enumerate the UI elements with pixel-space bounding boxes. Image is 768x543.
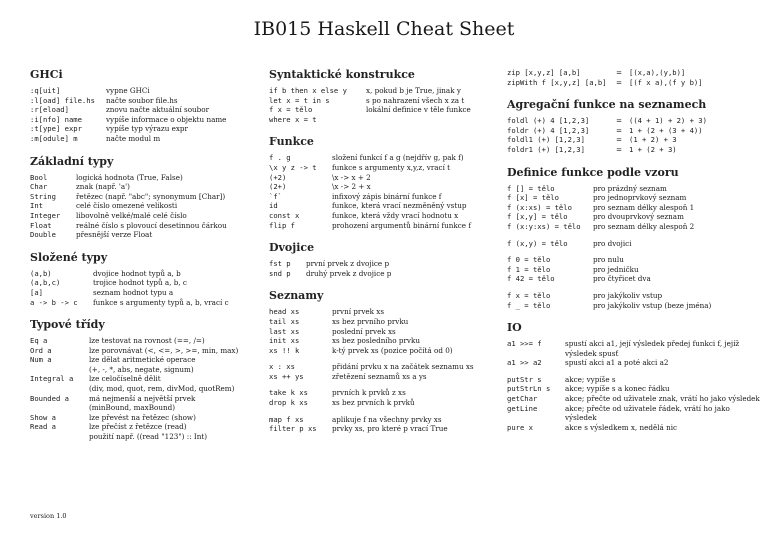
description: x, pokud b je True, jinak y	[366, 86, 461, 95]
code-term: foldr (+) 4 [1,2,3]	[507, 125, 590, 135]
equals-sign: =	[615, 116, 623, 126]
code-term: \x y z -> t	[269, 162, 317, 172]
code-term: :r[eload]	[30, 105, 69, 115]
list-item	[269, 221, 504, 231]
code-term: Bool	[30, 172, 48, 182]
code-term: :l[oad] file.hs	[30, 95, 95, 105]
rows	[269, 86, 504, 124]
list-item	[269, 211, 504, 221]
description: použití např. ((read "123") :: Int)	[89, 432, 208, 442]
section-heading: Typové třídy	[30, 318, 105, 332]
equals-sign: =	[615, 77, 623, 87]
list-item	[507, 203, 762, 213]
code-term: Read a	[30, 422, 56, 432]
description: pro prázdný seznam	[593, 183, 667, 193]
description: znovu načte aktuální soubor	[106, 105, 210, 115]
code-term: Eq a	[30, 336, 48, 346]
equals-sign: =	[615, 135, 623, 145]
description: spustí akci a1, její výsledek předej funkci f, jejíž výsledek spusť	[565, 339, 740, 358]
rows	[30, 86, 260, 144]
description: vypíše typ výrazu expr	[106, 124, 188, 134]
column-right	[507, 68, 762, 443]
list-item	[269, 317, 504, 327]
list-item	[269, 182, 504, 192]
list-item	[30, 211, 260, 221]
description: akce; vypíše s a konec řádku	[565, 384, 670, 394]
row-group	[269, 307, 504, 355]
description: zřetězení seznamů xs a ys	[332, 371, 427, 381]
description: (div, mod, quot, rem, divMod, quotRem)	[89, 384, 235, 394]
code-term: filter p xs	[269, 424, 317, 434]
code-term: flip f	[269, 220, 295, 230]
list-item	[269, 105, 504, 115]
description: prvky xs, pro které p vrací True	[332, 424, 448, 434]
description: lze celočíselně dělit	[89, 374, 161, 384]
description: pro seznam délky alespoň 1	[593, 202, 695, 212]
description: spustí akci a1 a poté akci a2	[565, 358, 669, 368]
description: funkce s argumenty x,y,z, vrací t	[332, 162, 451, 172]
list-item	[30, 355, 260, 365]
description: lze testovat na rovnost (==, /=)	[89, 336, 205, 346]
description: přidání prvku x na začátek seznamu xs	[332, 362, 474, 372]
code-term: Float	[30, 220, 52, 230]
description: znak (např. 'a')	[76, 182, 130, 192]
description: pro nulu	[593, 255, 624, 265]
code-term: :m[odule] m	[30, 133, 78, 143]
list-item	[507, 68, 762, 78]
list-item	[269, 201, 504, 211]
list-item	[269, 346, 504, 356]
section-heading: Definice funkce podle vzoru	[507, 165, 679, 179]
list-item	[30, 105, 260, 115]
equals-sign: =	[615, 144, 623, 154]
code-term: f (x:xs) = tělo	[507, 202, 572, 212]
description: (minBound, maxBound)	[89, 403, 176, 413]
code-term: putStr s	[507, 374, 542, 384]
section-heading: Agregační funkce na seznamech	[507, 98, 707, 112]
row-group	[507, 255, 762, 284]
description: \x -> 2 + x	[332, 182, 371, 192]
description: seznam hodnot typu a	[93, 287, 174, 297]
column-middle	[269, 68, 504, 445]
description: pro jakýkoliv vstup (beze jména)	[593, 300, 712, 310]
rows	[269, 153, 504, 230]
list-item	[269, 269, 504, 279]
code-term: xs !! k	[269, 345, 300, 355]
list-item	[30, 134, 260, 144]
code-term: :q[uit]	[30, 86, 61, 95]
description: akce; vypíše s	[565, 374, 616, 384]
code-term: Ord a	[30, 345, 52, 355]
code-term: last xs	[269, 326, 300, 336]
code-term: zipWith f [x,y,z] [a,b]	[507, 77, 607, 87]
description: vypíše informace o objektu name	[106, 114, 227, 124]
description: trojice hodnot typů a, b, c	[93, 278, 187, 288]
code-result: 1 + (2 + (3 + 4))	[629, 125, 703, 135]
equals-sign: =	[615, 68, 623, 77]
list-item	[269, 86, 504, 96]
code-term: Char	[30, 182, 48, 192]
code-term: map f xs	[269, 414, 304, 424]
list-item	[269, 388, 504, 398]
code-term: f [] = tělo	[507, 183, 555, 193]
code-term: tail xs	[269, 316, 300, 326]
code-result: [(x,a),(y,b)]	[629, 68, 686, 77]
description: řetězec (např. "abc"; synonymum [Char])	[76, 191, 226, 201]
code-term: f 42 = tělo	[507, 274, 555, 284]
description: logická hodnota (True, False)	[76, 172, 183, 182]
row-group	[507, 184, 762, 232]
description: akce s výsledkem x, nedělá nic	[565, 422, 678, 432]
list-item	[507, 291, 762, 301]
code-term: putStrLn s	[507, 384, 551, 394]
code-term: :t[ype] expr	[30, 124, 82, 134]
description: aplikuje f na všechny prvky xs	[332, 414, 442, 424]
description: pro seznam délky alespoň 2	[593, 221, 695, 231]
code-result: (1 + 2) + 3	[629, 135, 677, 145]
list-item	[507, 126, 762, 136]
list-item	[507, 239, 762, 249]
section-heading: Základní typy	[30, 154, 114, 168]
code-term: Int	[30, 201, 43, 211]
description: akce; přečte od uživatele znak, vrátí ho jako výsledek	[565, 394, 760, 404]
list-item	[507, 301, 762, 311]
list-item	[269, 259, 504, 269]
code-term: head xs	[269, 307, 300, 317]
code-term: a -> b -> c	[30, 297, 78, 307]
list-item	[507, 145, 762, 155]
list-item	[269, 398, 504, 408]
description: pro jednoprvkový seznam	[593, 193, 687, 203]
description: xs bez prvních k prvků	[332, 398, 415, 408]
rows	[507, 116, 762, 154]
description: pro dvouprvkový seznam	[593, 212, 684, 222]
description: celé číslo omezené velikosti	[76, 201, 178, 211]
list-item	[30, 201, 260, 211]
code-term: f x = tělo	[269, 105, 313, 115]
description: pro dvojici	[593, 238, 632, 248]
list-item	[507, 184, 762, 194]
code-term: snd p	[269, 268, 291, 278]
code-result: [(f x a),(f y b)]	[629, 77, 703, 87]
version-label: version 1.0	[30, 512, 67, 520]
description: má nejmenší a největší prvek	[89, 393, 196, 403]
description: druhý prvek z dvojice p	[306, 268, 392, 278]
code-term: Integer	[30, 210, 61, 220]
section-ghci	[30, 68, 260, 144]
list-item	[30, 173, 260, 183]
list-item	[507, 394, 762, 404]
description: lze dělat aritmetické operace	[89, 355, 196, 365]
list-item	[30, 422, 260, 432]
list-item	[507, 423, 762, 433]
list-item	[507, 116, 762, 126]
section-heading: Funkce	[269, 135, 314, 149]
group-spacer	[269, 355, 504, 362]
row-group	[507, 291, 762, 310]
rows	[269, 259, 504, 278]
description: \x -> x + 2	[332, 172, 371, 182]
list-item	[30, 413, 260, 423]
description: xs bez prvního prvku	[332, 316, 409, 326]
row-group	[507, 239, 762, 249]
list-item	[30, 278, 260, 288]
description: libovolně velké/malé celé číslo	[76, 210, 187, 220]
list-item	[269, 327, 504, 337]
row-group	[507, 375, 762, 433]
row-groups	[507, 339, 762, 432]
section-heading: Seznamy	[269, 289, 324, 303]
code-term: a1 >> a2	[507, 358, 542, 368]
list-item	[507, 78, 762, 88]
list-item	[507, 339, 762, 358]
section-pattern-definition	[507, 166, 762, 311]
code-term: f _ = tělo	[507, 300, 551, 310]
section-pairs	[269, 241, 504, 278]
rows	[30, 269, 260, 307]
code-term: if b then x else y	[269, 86, 347, 95]
code-term: f [x,y] = tělo	[507, 212, 568, 222]
description: složení funkcí f a g (nejdřív g, pak f)	[332, 153, 464, 163]
list-item	[269, 362, 504, 372]
section-type-classes	[30, 318, 260, 442]
code-term: Integral a	[30, 374, 74, 384]
code-term: id	[269, 201, 278, 211]
description: k-tý prvek xs (pozice počítá od 0)	[332, 345, 453, 355]
list-item	[507, 375, 762, 385]
list-item	[507, 255, 762, 265]
description: lze přečíst z řetězce (read)	[89, 422, 187, 432]
code-term: f x = tělo	[507, 290, 551, 300]
code-term: const x	[269, 210, 300, 220]
section-syntax	[269, 68, 504, 124]
list-item	[507, 274, 762, 284]
code-term: zip [x,y,z] [a,b]	[507, 68, 581, 77]
description: s po nahrazení všech x za t	[366, 95, 465, 105]
group-spacer	[507, 368, 762, 375]
code-term: take k xs	[269, 388, 308, 398]
code-term: foldl (+) 4 [1,2,3]	[507, 116, 590, 126]
description: první prvek xs	[332, 307, 385, 317]
rows	[30, 173, 260, 240]
description: přesnější verze Float	[76, 230, 153, 240]
group-spacer	[269, 408, 504, 415]
code-term: Show a	[30, 412, 56, 422]
code-term: :i[nfo] name	[30, 114, 82, 124]
description: lokální definice v těle funkce	[366, 105, 471, 115]
description: načte soubor file.hs	[106, 95, 178, 105]
code-term: Bounded a	[30, 393, 69, 403]
list-item	[30, 182, 260, 192]
description: infixový zápis binární funkce f	[332, 191, 442, 201]
code-term: a1 >>= f	[507, 339, 542, 349]
section-io	[507, 321, 762, 432]
list-item	[507, 212, 762, 222]
code-term: [a]	[30, 287, 43, 297]
code-term: xs ++ ys	[269, 371, 304, 381]
group-spacer	[507, 248, 762, 255]
page-title: IB015 Haskell Cheat Sheet	[253, 18, 515, 40]
code-term: f . g	[269, 153, 291, 163]
description: první prvek z dvojice p	[306, 259, 390, 269]
code-term: getChar	[507, 394, 538, 404]
list-item	[507, 222, 762, 232]
list-item	[507, 384, 762, 394]
code-term: f [x] = tělo	[507, 193, 559, 203]
row-groups	[269, 307, 504, 434]
code-term: where x = t	[269, 114, 317, 124]
description: lze porovnávat (<, <=, >, >=, min, max)	[89, 345, 239, 355]
section-functions	[269, 135, 504, 230]
description: funkce, která vždy vrací hodnotu x	[332, 210, 459, 220]
list-item	[269, 153, 504, 163]
description: akce; přečte od uživatele řádek, vrátí ho jako výsledek	[565, 403, 730, 423]
list-item	[30, 394, 260, 404]
section-heading: IO	[507, 321, 522, 335]
code-term: x : xs	[269, 362, 295, 372]
section-basic-types	[30, 155, 260, 240]
list-item	[30, 288, 260, 298]
list-item	[269, 336, 504, 346]
list-item	[30, 384, 260, 394]
list-item	[507, 404, 762, 423]
description: reálné číslo s plovoucí desetinnou čárkou	[76, 220, 227, 230]
description: pro jedničku	[593, 264, 639, 274]
description: funkce s argumenty typů a, b, vrací c	[93, 297, 229, 307]
row-group	[269, 388, 504, 407]
code-term: String	[30, 191, 56, 201]
description: funkce, která vrací nezměněný vstup	[332, 201, 467, 211]
list-item	[30, 346, 260, 356]
row-group	[269, 415, 504, 434]
list-item	[507, 135, 762, 145]
code-term: (2+)	[269, 182, 287, 192]
description: prohození argumentů binární funkce f	[332, 220, 471, 230]
code-term: (a,b,c)	[30, 278, 61, 288]
equals-sign: =	[615, 125, 623, 135]
section-heading: GHCi	[30, 68, 63, 81]
row-group	[269, 362, 504, 381]
list-item	[269, 192, 504, 202]
description: xs bez posledního prvku	[332, 336, 420, 346]
list-item	[30, 86, 260, 96]
code-term: init xs	[269, 336, 300, 346]
code-term: fst p	[269, 259, 291, 269]
list-item	[30, 403, 260, 413]
list-item	[269, 115, 504, 125]
section-heading: Dvojice	[269, 241, 315, 255]
column-left	[30, 68, 260, 453]
code-term: f 0 = tělo	[507, 255, 551, 265]
list-item	[30, 374, 260, 384]
code-term: Double	[30, 230, 56, 240]
group-spacer	[507, 284, 762, 291]
list-item	[269, 96, 504, 106]
list-item	[507, 193, 762, 203]
list-item	[30, 298, 260, 308]
section-lists	[269, 289, 504, 434]
list-item	[30, 96, 260, 106]
rows	[30, 336, 260, 442]
description: pro jakýkoliv vstup	[593, 290, 663, 300]
code-term: f (x,y) = tělo	[507, 238, 568, 248]
code-term: `f`	[269, 191, 282, 201]
code-result: ((4 + 1) + 2) + 3)	[629, 116, 707, 126]
list-item	[269, 424, 504, 434]
list-item	[30, 432, 260, 442]
list-item	[269, 415, 504, 425]
section-heading: Syntaktické konstrukce	[269, 68, 415, 81]
list-item	[507, 358, 762, 368]
code-term: f 1 = tělo	[507, 264, 551, 274]
group-spacer	[507, 232, 762, 239]
list-item	[507, 265, 762, 275]
list-item	[30, 115, 260, 125]
description: prvních k prvků z xs	[332, 388, 406, 398]
code-term: (+2)	[269, 172, 287, 182]
rows	[507, 68, 762, 87]
section-compound-types	[30, 251, 260, 307]
code-term: getLine	[507, 403, 538, 413]
list-item	[30, 365, 260, 375]
description: vypne GHCi	[106, 86, 150, 95]
code-term: pure x	[507, 422, 533, 432]
section-heading: Složené typy	[30, 250, 108, 264]
code-term: foldl1 (+) [1,2,3]	[507, 135, 585, 145]
list-item	[30, 336, 260, 346]
list-item	[30, 192, 260, 202]
code-term: (a,b)	[30, 268, 52, 278]
group-spacer	[269, 381, 504, 388]
list-item	[269, 307, 504, 317]
code-result: 1 + (2 + 3)	[629, 144, 677, 154]
code-term: foldr1 (+) [1,2,3]	[507, 144, 585, 154]
list-item	[30, 230, 260, 240]
row-group	[507, 339, 762, 368]
code-term: drop k xs	[269, 398, 308, 408]
section-aggregation	[507, 98, 762, 154]
code-term: f (x:y:xs) = tělo	[507, 221, 581, 231]
row-groups	[507, 184, 762, 311]
description: (+, -, *, abs, negate, signum)	[89, 364, 194, 374]
code-term: let x = t in s	[269, 95, 330, 105]
section-zip	[507, 68, 762, 87]
list-item	[269, 173, 504, 183]
list-item	[30, 221, 260, 231]
list-item	[30, 124, 260, 134]
description: dvojice hodnot typů a, b	[93, 268, 181, 278]
list-item	[269, 372, 504, 382]
description: pro čtyřicet dva	[593, 274, 651, 284]
code-term: Num a	[30, 355, 52, 365]
description: načte modul m	[106, 133, 161, 143]
list-item	[269, 163, 504, 173]
description: lze převést na řetězec (show)	[89, 412, 196, 422]
list-item	[30, 269, 260, 279]
description: poslední prvek xs	[332, 326, 396, 336]
